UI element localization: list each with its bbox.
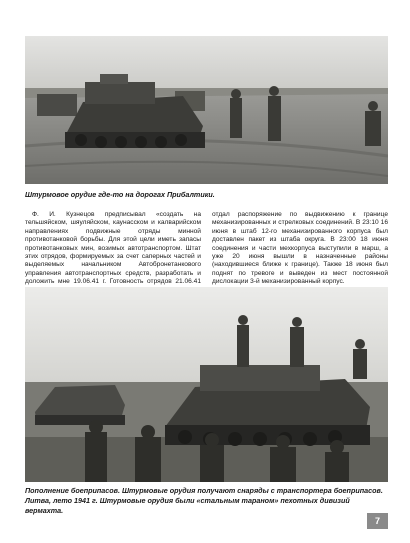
paragraph-left: Ф. И. Кузнецов предписывал «создать на тельшяйском, шяуляйском, каунасском и калварийском направлениях подвижные отряды минной противотанковой борьбы. Для этой цели иметь запасы противотанковых мин, возимых автотранспортом. Штат этих отрядов, формируемых за счет саперных частей и выделяемых начальником Автобронетанкового управления автотранспортных средств, разработать и доложить мне 19.06.41 г. Готовность отрядов 21.06.41 [25,211,201,286]
photo-top [25,36,388,184]
text-column-left [25,211,201,295]
photo-road-assault-gun [25,36,388,184]
photo-bottom [25,287,388,482]
paragraph-right: отдал распоряжение по выдвижению к границе механизированных и стрелковых соединений. В 23:10 16 июня в штаб 12-го механизированного корпуса был доставлен пакет из штаба округа. В 23:00 18 июня соединения и части мехкорпуса выступили в марш, а уже 20 июня вышли в назначенные районы (находившиеся ближе к границе). Также 18 июня был поднят по тревоге и выведен из мест постоянной дислокации 3-й механизированный корпус. [212,211,388,286]
photo-ammunition-resupply [25,287,388,482]
page-number: 7 [367,513,388,529]
caption-top: Штурмовое орудие где-то на дорогах Прибалтики. [25,190,215,199]
caption-bottom: Пополнение боеприпасов. Штурмовые орудия получают снаряды с транспортера боеприпасов. Литва, лето 1941 г. Штурмовые орудия были «стальным тараном» пехотных дивизий вермахта. [25,486,383,515]
text-column-right [212,211,388,287]
